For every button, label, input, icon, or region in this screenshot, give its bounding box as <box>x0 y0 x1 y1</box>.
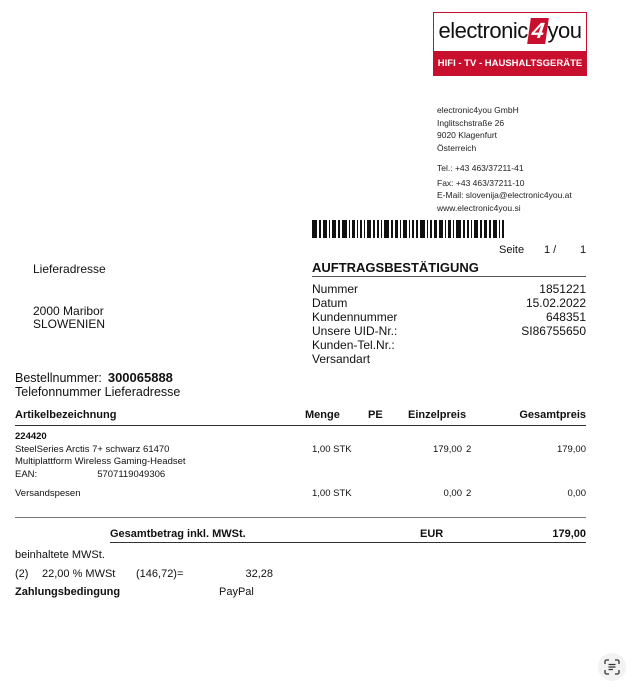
customer-number-value: 648351 <box>545 310 586 324</box>
company-fax: Fax: +43 463/37211-10 <box>437 177 525 188</box>
barcode-bar <box>364 220 365 238</box>
barcode-bar <box>416 220 418 238</box>
title-divider <box>312 276 586 277</box>
items-divider <box>15 517 586 518</box>
barcode-bar <box>377 220 379 238</box>
delivery-address-label: Lieferadresse <box>33 262 106 276</box>
barcode <box>312 220 586 238</box>
barcode-bar <box>456 220 461 238</box>
delivery-country: SLOWENIEN <box>33 317 106 331</box>
item-unit-price: 179,00 <box>432 444 462 455</box>
company-web: www.electronic4you.si <box>437 202 521 213</box>
order-number <box>15 370 173 385</box>
order-number-label: Bestellnummer: <box>15 371 102 385</box>
barcode-bar <box>493 220 497 238</box>
col-unit-price: Einzelpreis <box>408 409 467 421</box>
vat-base: (146,72)= <box>136 568 184 580</box>
barcode-bar <box>357 220 358 238</box>
item-code: 224420 <box>15 431 47 442</box>
uid-value: SI86755650 <box>521 324 586 338</box>
barcode-bar <box>489 220 491 238</box>
barcode-bar <box>453 220 454 238</box>
company-city: 9020 Klagenfurt <box>437 130 498 140</box>
vat-amount: 32,28 <box>245 568 273 580</box>
logo-wordmark: electronic 4 you <box>438 18 582 43</box>
barcode-bar <box>420 220 425 238</box>
col-pe: PE <box>368 409 383 421</box>
header-divider <box>15 425 586 426</box>
barcode-bar <box>395 220 398 238</box>
grand-total-amount: 179,00 <box>552 528 586 540</box>
order-info-labels <box>312 282 397 366</box>
col-quantity: Menge <box>305 409 340 421</box>
item-total-price: 179,00 <box>556 444 586 455</box>
shipping-row-label: Versandspesen <box>15 488 81 499</box>
col-article: Artikelbezeichnung <box>15 409 117 421</box>
barcode-bar <box>467 220 469 238</box>
text-scan-icon <box>604 659 620 675</box>
shipping-quantity: 1,00 STK <box>312 488 352 499</box>
document-title: AUFTRAGSBESTÄTIGUNG <box>312 260 479 275</box>
page-label: Seite <box>499 244 525 256</box>
barcode-bar <box>484 220 487 238</box>
barcode-bar <box>332 220 336 238</box>
barcode-bar <box>329 220 330 238</box>
company-tel: Tel.: +43 463/37211-41 <box>437 163 524 173</box>
company-address <box>437 104 572 214</box>
barcode-bar <box>323 220 327 238</box>
logo-tagline: HIFI - TV - HAUSHALTSGERÄTE <box>434 51 586 75</box>
number-value: 1851221 <box>539 282 586 296</box>
barcode-bar <box>430 220 432 238</box>
shipping-method-label: Versandart <box>312 352 371 366</box>
barcode-bar <box>352 220 355 238</box>
date-value: 15.02.2022 <box>525 296 586 310</box>
customer-phone-label: Kunden-Tel.Nr.: <box>312 338 395 352</box>
barcode-bar <box>367 220 371 238</box>
barcode-bar <box>342 220 347 238</box>
barcode-bar <box>403 220 407 238</box>
grand-total-label: Gesamtbetrag inkl. MWSt. <box>110 528 246 540</box>
barcode-bar <box>463 220 465 238</box>
total-divider <box>110 542 586 543</box>
barcode-bar <box>400 220 401 238</box>
barcode-bar <box>349 220 350 238</box>
barcode-bar <box>499 220 500 238</box>
item-quantity: 1,00 STK <box>312 444 352 455</box>
barcode-bar <box>445 220 446 238</box>
barcode-bar <box>409 220 410 238</box>
barcode-bar <box>434 220 437 238</box>
shipping-total-price: 0,00 <box>567 488 586 499</box>
company-country: Österreich <box>437 142 477 153</box>
barcode-bar <box>338 220 340 238</box>
barcode-bar <box>319 220 321 238</box>
vat-rate: 22,00 % MWSt <box>42 568 116 580</box>
company-street: Inglitschstraße 26 <box>437 117 505 128</box>
order-info-values <box>440 282 586 338</box>
barcode-bar <box>480 220 482 238</box>
delivery-city: 2000 Maribor <box>33 304 104 318</box>
barcode-bar <box>391 220 393 238</box>
item-description: SteelSeries Arctis 7+ schwarz 61470 <box>15 443 170 455</box>
col-total-price: Gesamtpreis <box>519 409 586 421</box>
grand-total-currency: EUR <box>420 528 444 540</box>
table-row <box>15 431 186 481</box>
delivery-phone-label: Telefonnummer Lieferadresse <box>15 385 181 399</box>
item-tax-code: 2 <box>466 444 472 455</box>
company-logo <box>433 12 587 76</box>
page-current: 1 / <box>544 244 557 256</box>
item-ean: EAN: 5707119049306 <box>15 468 166 480</box>
order-number-value: 300065888 <box>107 370 173 385</box>
shipping-unit-price: 0,00 <box>443 488 462 499</box>
customer-number-label: Kundennummer <box>312 310 398 324</box>
company-name: electronic4you GmbH <box>437 105 519 115</box>
barcode-bar <box>448 220 451 238</box>
number-label: Nummer <box>312 282 359 296</box>
barcode-bar <box>412 220 414 238</box>
page-total: 1 <box>580 244 587 256</box>
text-scan-button[interactable] <box>598 653 626 681</box>
barcode-bar <box>384 220 389 238</box>
barcode-bar <box>373 220 375 238</box>
barcode-bar <box>381 220 382 238</box>
barcode-bar <box>474 220 478 238</box>
barcode-bar <box>439 220 443 238</box>
barcode-bar <box>312 220 317 238</box>
payment-terms-label: Zahlungsbedingung <box>15 586 121 598</box>
uid-label: Unsere UID-Nr.: <box>312 324 398 338</box>
shipping-tax-code: 2 <box>466 488 472 499</box>
company-email: E-Mail: slovenija@electronic4you.at <box>437 190 572 200</box>
barcode-bar <box>502 220 504 238</box>
barcode-bar <box>471 220 472 238</box>
payment-terms-value: PayPal <box>219 586 254 598</box>
delivery-address <box>33 305 105 331</box>
barcode-bar <box>360 220 362 238</box>
vat-code: (2) <box>15 568 29 580</box>
barcode-bar <box>427 220 428 238</box>
item-description-2: Multiplattform Wireless Gaming-Headset <box>15 456 186 467</box>
date-label: Datum <box>312 296 348 310</box>
vat-label: beinhaltete MWSt. <box>15 549 105 561</box>
